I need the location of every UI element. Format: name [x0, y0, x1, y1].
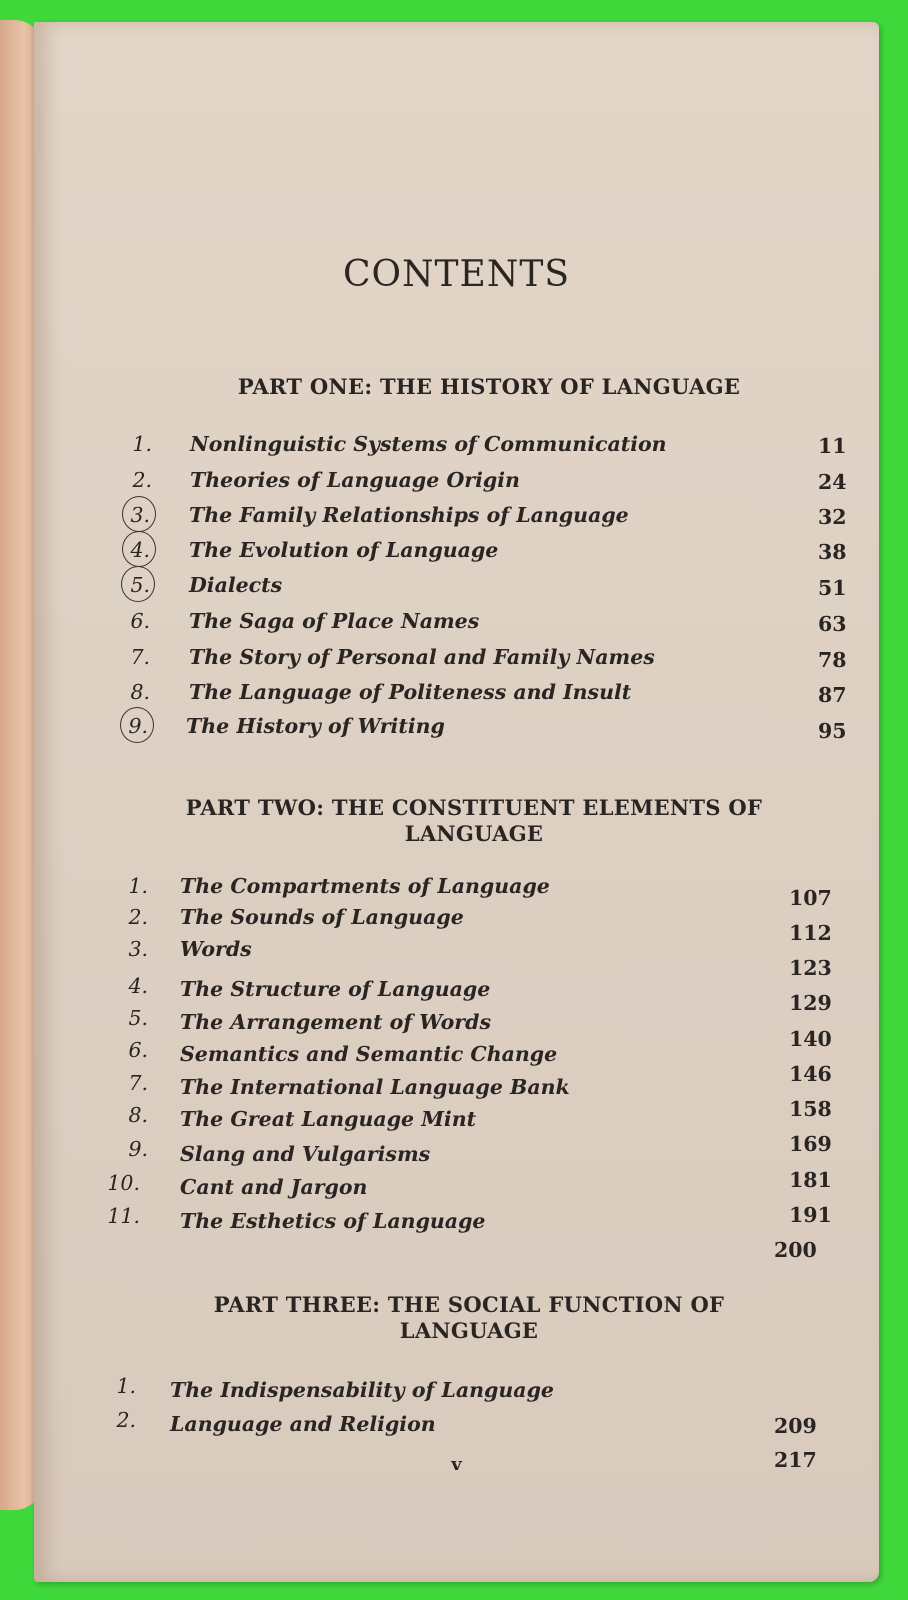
toc-number: 1. — [132, 432, 152, 456]
pen-circle-mark — [122, 496, 156, 532]
toc-number: 1. — [116, 1374, 136, 1398]
toc-number: 8. — [130, 680, 150, 704]
book-page — [34, 22, 879, 1582]
toc-page-number: 217 — [774, 1448, 817, 1472]
toc-entry-title: The Esthetics of Language — [180, 1209, 486, 1233]
toc-page-number: 87 — [818, 683, 847, 707]
toc-page-number: 181 — [789, 1168, 832, 1192]
toc-number: 6. — [130, 609, 150, 633]
toc-number: 4. — [128, 974, 148, 998]
toc-number: 1. — [128, 874, 148, 898]
toc-entry-title: The Compartments of Language — [180, 874, 550, 898]
toc-number: 10. — [107, 1171, 140, 1195]
toc-entry-title: The Family Relationships of Language — [189, 503, 629, 527]
toc-entry-title: The Arrangement of Words — [180, 1010, 491, 1034]
toc-number: 8. — [128, 1103, 148, 1127]
pen-circle-mark — [121, 566, 155, 602]
toc-number: 2. — [132, 468, 152, 492]
toc-entry-title: The Saga of Place Names — [189, 609, 480, 633]
toc-number: 11. — [107, 1204, 140, 1228]
toc-number: 4. — [130, 538, 150, 562]
toc-entry-title: Words — [180, 937, 252, 961]
toc-page-number: 63 — [818, 612, 847, 636]
toc-number: 3. — [128, 937, 148, 961]
part-two-heading-line1: PART TWO: THE CONSTITUENT ELEMENTS OF — [185, 795, 763, 820]
toc-entry-title: The Structure of Language — [180, 977, 491, 1001]
toc-page-number: 24 — [818, 470, 847, 494]
toc-number: 2. — [128, 905, 148, 929]
part-three-heading-line2: LANGUAGE — [399, 1318, 539, 1343]
toc-number: 9. — [128, 1137, 148, 1161]
toc-page-number: 11 — [818, 434, 847, 458]
pen-circle-mark — [120, 707, 154, 743]
toc-entry-title: The Indispensability of Language — [170, 1378, 554, 1402]
toc-page-number: 129 — [789, 991, 832, 1015]
toc-page-number: 200 — [774, 1238, 817, 1262]
toc-page-number: 95 — [818, 719, 847, 743]
toc-entry-title: The International Language Bank — [180, 1075, 570, 1099]
part-one-heading: PART ONE: THE HISTORY OF LANGUAGE — [237, 374, 741, 399]
toc-entry-title: Nonlinguistic Systems of Communication — [190, 432, 667, 456]
toc-number: 6. — [128, 1038, 148, 1062]
toc-page-number: 32 — [818, 505, 847, 529]
toc-number: 2. — [116, 1408, 136, 1432]
toc-page-number: 158 — [789, 1097, 832, 1121]
toc-number: 9. — [128, 714, 148, 738]
toc-entry-title: Slang and Vulgarisms — [180, 1142, 431, 1166]
page-folio: v — [451, 1454, 462, 1475]
part-two-heading-line2: LANGUAGE — [404, 821, 544, 846]
toc-page-number: 140 — [789, 1027, 832, 1051]
toc-entry-title: Language and Religion — [170, 1412, 436, 1436]
pen-circle-mark — [122, 531, 156, 567]
toc-number: 5. — [130, 573, 150, 597]
toc-entry-title: Dialects — [189, 573, 283, 597]
toc-entry-title: Cant and Jargon — [180, 1175, 368, 1199]
toc-page-number: 107 — [789, 886, 832, 910]
toc-number: 5. — [128, 1006, 148, 1030]
toc-entry-title: The Sounds of Language — [180, 905, 464, 929]
toc-page-number: 123 — [789, 956, 832, 980]
toc-entry-title: The Great Language Mint — [180, 1107, 477, 1131]
toc-entry-title: The Story of Personal and Family Names — [189, 645, 655, 669]
toc-entry-title: The Evolution of Language — [189, 538, 499, 562]
toc-page-number: 38 — [818, 540, 847, 564]
toc-entry-title: Semantics and Semantic Change — [180, 1042, 558, 1066]
toc-entry-title: Theories of Language Origin — [190, 468, 520, 492]
toc-page-number: 191 — [789, 1203, 832, 1227]
toc-page-number: 169 — [789, 1132, 832, 1156]
page-title: CONTENTS — [342, 254, 571, 295]
toc-number: 7. — [130, 645, 150, 669]
toc-number: 7. — [128, 1071, 148, 1095]
toc-page-number: 78 — [818, 648, 847, 672]
toc-page-number: 209 — [774, 1414, 817, 1438]
toc-page-number: 112 — [789, 921, 832, 945]
toc-number: 3. — [130, 503, 150, 527]
toc-entry-title: The History of Writing — [186, 714, 445, 738]
toc-entry-title: The Language of Politeness and Insult — [189, 680, 632, 704]
toc-page-number: 51 — [818, 576, 847, 600]
toc-page-number: 146 — [789, 1062, 832, 1086]
part-three-heading-line1: PART THREE: THE SOCIAL FUNCTION OF — [213, 1292, 725, 1317]
